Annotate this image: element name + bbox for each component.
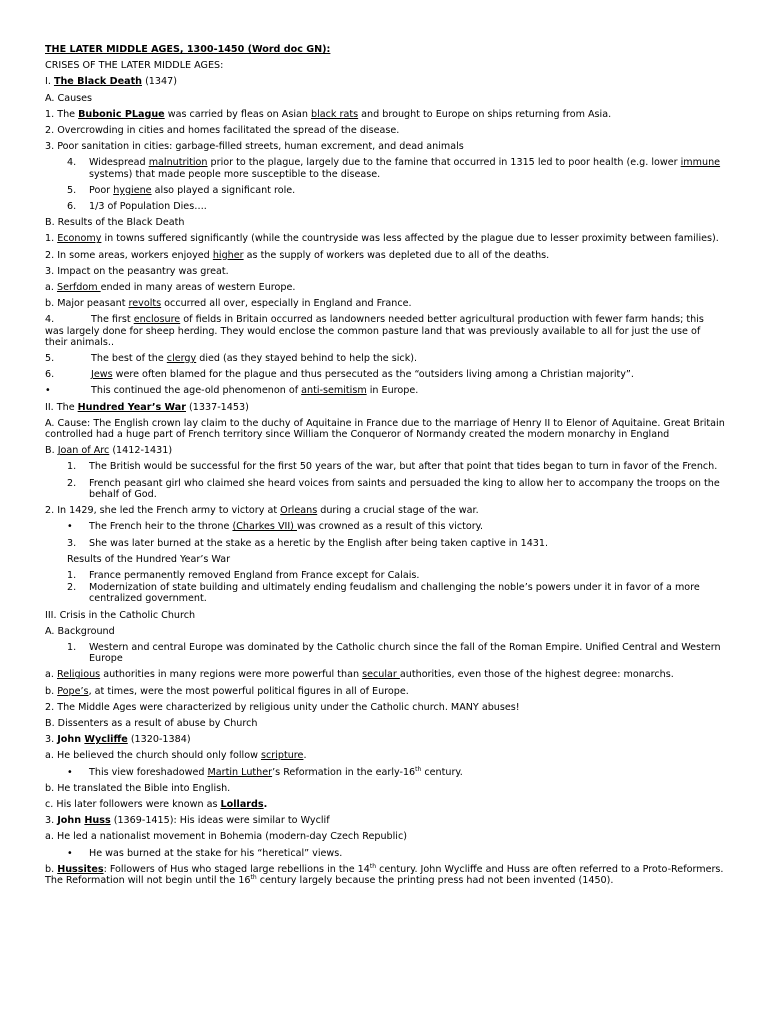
wycliffe-item-luther: • This view foreshadowed Martin Luther’s Reformation in the early-16th century.	[67, 765, 463, 778]
war-results-heading: Results of the Hundred Year’s War	[67, 553, 231, 565]
jews-link[interactable]: Jews	[91, 369, 113, 381]
result-4: 4. The first enclosure of fields in Britain occurred as landowners needed better agricultural production with fewer farm hands; this was largely done for sheep herding. They would enclose the common pasture land that was previously available to all for just the use of their animals..	[45, 314, 704, 348]
war-result-2: 2. Modernization of state building and ultimately ending feudalism and challenging the noble’s powers under it in favor of a more centralized government.	[67, 582, 700, 605]
huss-link[interactable]: Huss	[84, 815, 111, 827]
result-3a: a. Serfdom ended in many areas of western Europe.	[45, 282, 296, 294]
church-item-1a: a. Religious authorities in many regions were more powerful than secular authorities, even those of the highest degree: monarchs.	[45, 669, 674, 681]
orleans-link[interactable]: Orleans	[280, 505, 318, 517]
church-item-2: 2. The Middle Ages were characterized by religious unity under the Catholic church. MANY abuses!	[45, 701, 520, 713]
hundred-years-war-link[interactable]: Hundred Year’s War	[77, 401, 186, 413]
section-church-heading: III. Crisis in the Catholic Church	[45, 609, 196, 621]
causes-heading: A. Causes	[45, 92, 93, 104]
wycliffe-item-c: c. His later followers were known as Lollards.	[45, 798, 268, 810]
joan-item-charles: • The French heir to the throne (Charkes VII) was crowned as a result of this victory.	[67, 521, 484, 533]
bubonic-plague-link[interactable]: Bubonic PLague	[78, 108, 165, 120]
huss-item-burned: • He was burned at the stake for his “heretical” views.	[67, 847, 343, 859]
cause-2: 2. Overcrowding in cities and homes facilitated the spread of the disease.	[45, 125, 400, 137]
joan-item-1: 1. The British would be successful for the first 50 years of the war, but after that point that tides began to turn in favor of the French.	[67, 461, 718, 473]
cause-4: 4. Widespread malnutrition prior to the plague, largely due to the famine that occurred in 1315 led to poor health (e.g. lower immune systems) that made people more susceptible to the disease.	[67, 157, 721, 180]
black-rats-link[interactable]: black rats	[311, 108, 359, 120]
wycliffe-link[interactable]: Wycliffe	[84, 734, 128, 746]
result-1: 1. Economy in towns suffered significantly (while the countryside was less affected by the plague due to lesser proximity between families).	[45, 233, 719, 245]
dissenters-heading: B. Dissenters as a result of abuse by Church	[45, 717, 258, 729]
doc-subtitle: CRISES OF THE LATER MIDDLE AGES:	[45, 60, 224, 72]
clergy-link[interactable]: clergy	[166, 353, 197, 365]
result-6: 6. Jews were often blamed for the plague and thus persecuted as the “outsiders living among a Christian majority”.	[45, 369, 634, 381]
serfdom-link[interactable]: Serfdom	[56, 282, 101, 294]
joan-item-orleans: 2. In 1429, she led the French army to victory at Orleans during a crucial stage of the war.	[45, 505, 479, 517]
wycliffe-item-b: b. He translated the Bible into English.	[45, 782, 231, 794]
black-death-link[interactable]: The Black Death	[53, 76, 143, 88]
war-cause: A. Cause: The English crown lay claim to the duchy of Aquitaine in France due to the marriage of Henry II to Elenor of Aquitaine. Great Britain controlled had a huge part of French territory since William the Conqueror of Normandy created the modern monarchy in England	[45, 417, 725, 441]
lollards-link[interactable]: Lollards	[220, 798, 264, 810]
malnutrition-link[interactable]: malnutrition	[148, 157, 208, 169]
document-page	[45, 44, 725, 891]
joan-item-3: 3. She was later burned at the stake as a heretic by the English after being taken captive in 1431.	[67, 537, 549, 549]
wycliffe-heading: 3. John Wycliffe (1320-1384)	[45, 734, 191, 746]
huss-item-a: a. He led a nationalist movement in Bohemia (modern-day Czech Republic)	[45, 831, 407, 843]
cause-3: 3. Poor sanitation in cities: garbage-filled streets, human excrement, and dead animals	[45, 141, 464, 153]
wycliffe-item-a: a. He believed the church should only follow scripture.	[45, 750, 307, 762]
secular-link[interactable]: secular	[362, 669, 400, 681]
background-heading: A. Background	[45, 625, 115, 637]
anti-semitism-link[interactable]: anti-semitism	[301, 385, 367, 397]
result-3: 3. Impact on the peasantry was great.	[45, 265, 229, 277]
martin-luther-link[interactable]: Martin Luther	[207, 766, 273, 778]
cause-1: 1. The Bubonic PLague was carried by fleas on Asian black rats and brought to Europe on ships returning from Asia.	[45, 108, 612, 120]
section-black-death-heading: I. The Black Death (1347)	[45, 76, 177, 88]
result-3b: b. Major peasant revolts occurred all over, especially in England and France.	[45, 298, 412, 310]
religious-link[interactable]: Religious	[56, 669, 101, 681]
cause-6: 6. 1/3 of Population Dies….	[67, 201, 207, 213]
joan-of-arc-heading: B. Joan of Arc (1412-1431)	[45, 445, 173, 457]
economy-link[interactable]: Economy	[57, 233, 102, 245]
war-result-1: 1. France permanently removed England from France except for Calais.	[67, 569, 420, 581]
cause-5: 5. Poor hygiene also played a significant role.	[67, 184, 296, 196]
church-item-1b: b. Pope’s, at times, were the most powerful political figures in all of Europe.	[45, 685, 409, 697]
result-2: 2. In some areas, workers enjoyed higher as the supply of workers was depleted due to all of the deaths.	[45, 249, 550, 261]
joan-of-arc-link[interactable]: Joan of Arc	[57, 445, 110, 457]
scripture-link[interactable]: scripture	[260, 750, 304, 762]
immune-link[interactable]: immune	[680, 157, 721, 169]
revolts-link[interactable]: revolts	[128, 298, 162, 310]
church-item-1: 1. Western and central Europe was dominated by the Catholic church since the fall of the Roman Empire. Unified Central and Western Europe	[67, 641, 721, 665]
huss-heading: 3. John Huss (1369-1415): His ideas were similar to Wyclif	[45, 815, 330, 827]
results-heading: B. Results of the Black Death	[45, 217, 185, 229]
section-hundred-years-war-heading: II. The Hundred Year’s War (1337-1453)	[45, 401, 249, 413]
result-5: 5. The best of the clergy died (as they stayed behind to help the sick).	[45, 353, 418, 365]
higher-link[interactable]: higher	[212, 249, 244, 261]
hussites-link[interactable]: Hussites	[57, 863, 104, 875]
result-7: • This continued the age-old phenomenon of anti-semitism in Europe.	[45, 385, 419, 397]
joan-item-2: 2. French peasant girl who claimed she heard voices from saints and persuaded the king to allow her to accompany the troops on the behalf of God.	[67, 477, 720, 500]
enclosure-link[interactable]: enclosure	[133, 314, 181, 326]
huss-item-b: b. Hussites: Followers of Hus who staged large rebellions in the 14th century. John Wycliffe and Huss are often referred to a Proto-Reformers. The Reformation will not begin until the 16th century largely because the printing press had not been invented (1450).	[45, 862, 724, 886]
hygiene-link[interactable]: hygiene	[113, 184, 152, 196]
doc-title: THE LATER MIDDLE AGES, 1300-1450 (Word doc GN):	[45, 44, 331, 55]
charles-vii-link[interactable]: (Charkes VII)	[232, 521, 297, 533]
popes-link[interactable]: Pope’s	[57, 685, 89, 697]
